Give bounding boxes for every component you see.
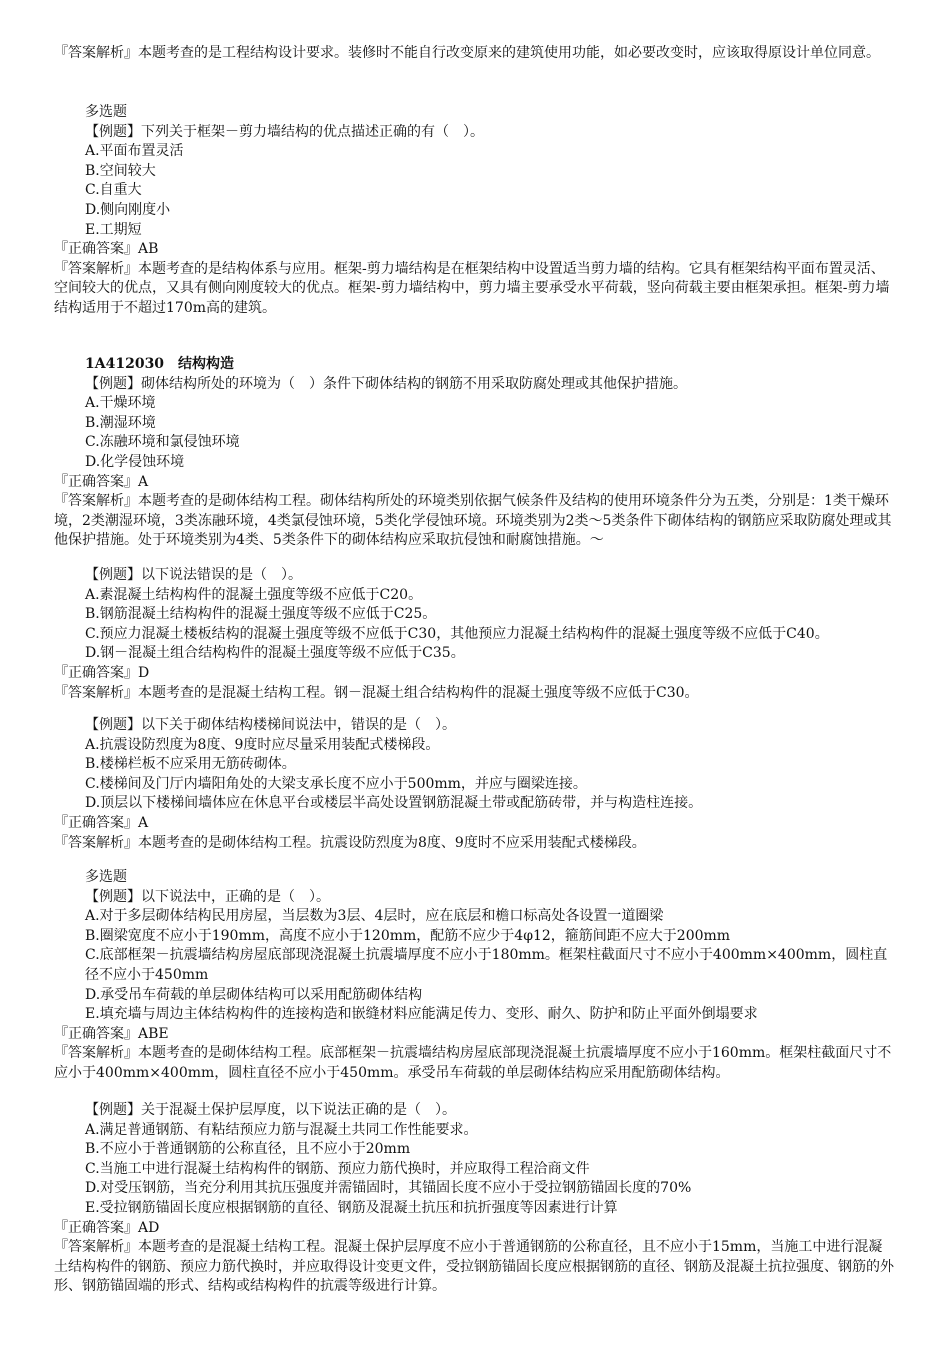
answer-analysis-block-0 [54, 44, 896, 64]
text-line: B.楼梯栏板不应采用无筋砖砌体。 [85, 756, 296, 773]
text-line: 『正确答案』AD [54, 1219, 160, 1236]
text-line: 1A412030 结构构造 [85, 356, 235, 372]
text-line: 多选题 [85, 869, 127, 885]
text-line: C.冻融环境和氯侵蚀环境 [85, 434, 240, 451]
text-line: 【例题】以下说法错误的是（ ）。 [85, 567, 302, 583]
text-line: C.预应力混凝土楼板结构的混凝土强度等级不应低于C30，其他预应力混凝土结构构件的混凝土强度等级不应低于C40。 [85, 625, 829, 642]
text-line: D.化学侵蚀环境 [85, 453, 185, 470]
text-line: C.楼梯间及门厅内墙阳角处的大梁支承长度不应小于500mm，并应与圈梁连接。 [85, 775, 587, 792]
question-block-3 [54, 566, 896, 703]
text-line: B.空间较大 [85, 162, 156, 179]
text-line: 『正确答案』A [54, 473, 149, 490]
question-block-6 [54, 1101, 896, 1297]
text-line: 『答案解析』本题考查的是结构体系与应用。框架-剪力墙结构是在框架结构中设置适当剪力墙的结构。它具有框架结构平面布置灵活、空间较大的优点，又具有侧向刚度较大的优点。框架-剪力墙结构中，剪力墙主要承受水平荷载，竖向荷载主要由框架承担。框架-剪力墙结构适用于不超过170m高的建筑。 [54, 260, 890, 316]
text-line: D.承受吊车荷载的单层砌体结构可以采用配筋砌体结构 [85, 986, 423, 1003]
text-line: 『答案解析』本题考查的是砌体结构工程。砌体结构所处的环境类别依据气候条件及结构的使用环境条件分为五类，分别是：1类干燥环境，2类潮湿环境，3类冻融环境，4类氯侵蚀环境，5类化学侵蚀环境。环境类别为2类～5类条件下砌体结构的钢筋应采取防腐处理或其他保护措施。处于环境类别为4类、5类条件下的砌体结构应采取抗侵蚀和耐腐蚀措施。～ [54, 493, 892, 549]
text-line: 【例题】关于混凝土保护层厚度，以下说法正确的是（ ）。 [85, 1102, 456, 1118]
text-line: 『答案解析』本题考查的是混凝土结构工程。钢－混凝土组合结构构件的混凝土强度等级不应低于C30。 [54, 684, 699, 701]
text-line: A.素混凝土结构构件的混凝土强度等级不应低于C20。 [85, 586, 423, 603]
text-line: B.潮湿环境 [85, 414, 156, 431]
text-line: 【例题】砌体结构所处的环境为（ ）条件下砌体结构的钢筋不用采取防腐处理或其他保护措施。 [85, 375, 687, 392]
text-line: C.当施工中进行混凝土结构构件的钢筋、预应力筋代换时，并应取得工程洽商文件 [85, 1160, 590, 1177]
text-line: D.对受压钢筋，当充分利用其抗压强度并需锚固时，其锚固长度不应小于受拉钢筋锚固长度的70% [85, 1180, 692, 1197]
text-line: A.抗震设防烈度为8度、9度时应尽量采用装配式楼梯段。 [85, 736, 440, 753]
question-block-2 [54, 355, 896, 551]
text-line: 『正确答案』A [54, 814, 149, 831]
question-block-1 [54, 103, 896, 319]
text-line: B.圈梁宽度不应小于190mm，高度不应小于120mm，配筋不应少于4φ12，箍筋间距不应大于200mm [85, 927, 731, 944]
text-line: D.顶层以下楼梯间墙体应在休息平台或楼层半高处设置钢筋混凝土带或配筋砖带，并与构造柱连接。 [85, 795, 703, 812]
text-line: E.工期短 [85, 221, 142, 238]
text-line: 【例题】下列关于框架－剪力墙结构的优点描述正确的有（ ）。 [85, 123, 484, 140]
text-line: E.填充墙与周边主体结构构件的连接构造和嵌缝材料应能满足传力、变形、耐久、防护和防止平面外倒塌要求 [85, 1006, 758, 1023]
text-line: A.干燥环境 [85, 395, 156, 412]
text-line: A.平面布置灵活 [85, 143, 184, 160]
text-line: A.满足普通钢筋、有粘结预应力筋与混凝土共同工作性能要求。 [85, 1121, 478, 1138]
text-line: 『答案解析』本题考查的是混凝土结构工程。混凝土保护层厚度不应小于普通钢筋的公称直径，且不应小于15mm，当施工中进行混凝土结构构件的钢筋、预应力筋代换时，并应取得设计变更文件，受拉钢筋锚固长度应根据钢筋的直径、钢筋及混凝土抗拉强度、钢筋的外形、钢筋锚固端的形式、结构或结构构件的抗震等级进行计算。 [54, 1239, 894, 1295]
text-line: B.钢筋混凝土结构构件的混凝土强度等级不应低于C25。 [85, 606, 437, 623]
text-line: 『答案解析』本题考查的是砌体结构工程。抗震设防烈度为8度、9度时不应采用装配式楼梯段。 [54, 834, 646, 851]
text-line: 『答案解析』本题考查的是砌体结构工程。底部框架－抗震墙结构房屋底部现浇混凝土抗震墙厚度不应小于160mm。框架柱截面尺寸不应小于400mm×400mm，圆柱直径不应小于450mm。承受吊车荷载的单层砌体结构应采用配筋砌体结构。 [54, 1045, 892, 1081]
text-line: D.侧向刚度小 [85, 201, 171, 218]
text-line: 【例题】以下关于砌体结构楼梯间说法中，错误的是（ ）。 [85, 717, 456, 733]
text-line: C.底部框架－抗震墙结构房屋底部现浇混凝土抗震墙厚度不应小于180mm。框架柱截面尺寸不应小于400mm×400mm，圆柱直径不应小于450mm [85, 947, 888, 983]
text-line: 多选题 [85, 104, 127, 120]
text-line: B.不应小于普通钢筋的公称直径，且不应小于20mm [85, 1141, 411, 1158]
text-line: A.对于多层砌体结构民用房屋，当层数为3层、4层时，应在底层和檐口标高处各设置一道圈梁 [85, 908, 664, 925]
text-line: E.受拉钢筋锚固长度应根据钢筋的直径、钢筋及混凝土抗压和抗折强度等因素进行计算 [85, 1199, 618, 1216]
text-line: 『答案解析』本题考查的是工程结构设计要求。装修时不能自行改变原来的建筑使用功能，如必要改变时，应该取得原设计单位同意。 [54, 45, 880, 61]
text-line: 【例题】以下说法中，正确的是（ ）。 [85, 888, 330, 905]
text-line: 『正确答案』AB [54, 241, 159, 258]
text-line: C.自重大 [85, 182, 142, 199]
question-block-4 [54, 716, 896, 853]
text-line: 『正确答案』ABE [54, 1025, 169, 1042]
question-block-5 [54, 868, 896, 1084]
text-line: 『正确答案』D [54, 664, 150, 681]
text-line: D.钢－混凝土组合结构构件的混凝土强度等级不应低于C35。 [85, 645, 465, 662]
